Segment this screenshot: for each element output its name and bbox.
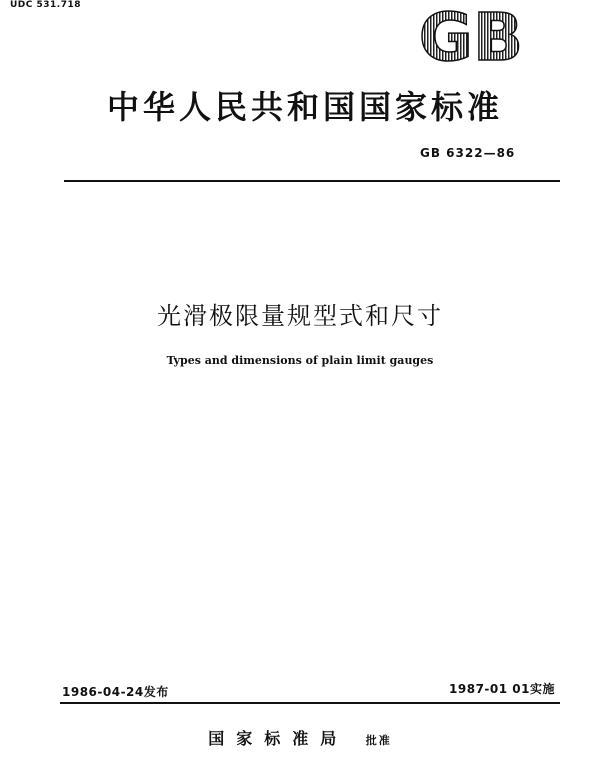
issue-date: 1986-04-24发布	[62, 685, 169, 699]
standard-number: GB 6322—86	[420, 146, 516, 160]
approval-action: 批准	[365, 734, 392, 747]
gb-logo-text: GB	[418, 6, 524, 66]
organization-title: 中华人民共和国国家标准	[106, 88, 503, 126]
header-divider	[64, 180, 560, 182]
footer-divider	[60, 702, 560, 704]
document-title-english: Types and dimensions of plain limit gauges	[166, 354, 434, 367]
document-title-chinese: 光滑极限量规型式和尺寸	[157, 302, 443, 330]
gb-logo	[412, 6, 530, 66]
udc-code: UDC 531.718	[10, 0, 82, 10]
approval-line	[150, 726, 450, 749]
effective-date: 1987-01 01实施	[449, 682, 555, 696]
approver-name: 国家标准局	[208, 729, 349, 748]
